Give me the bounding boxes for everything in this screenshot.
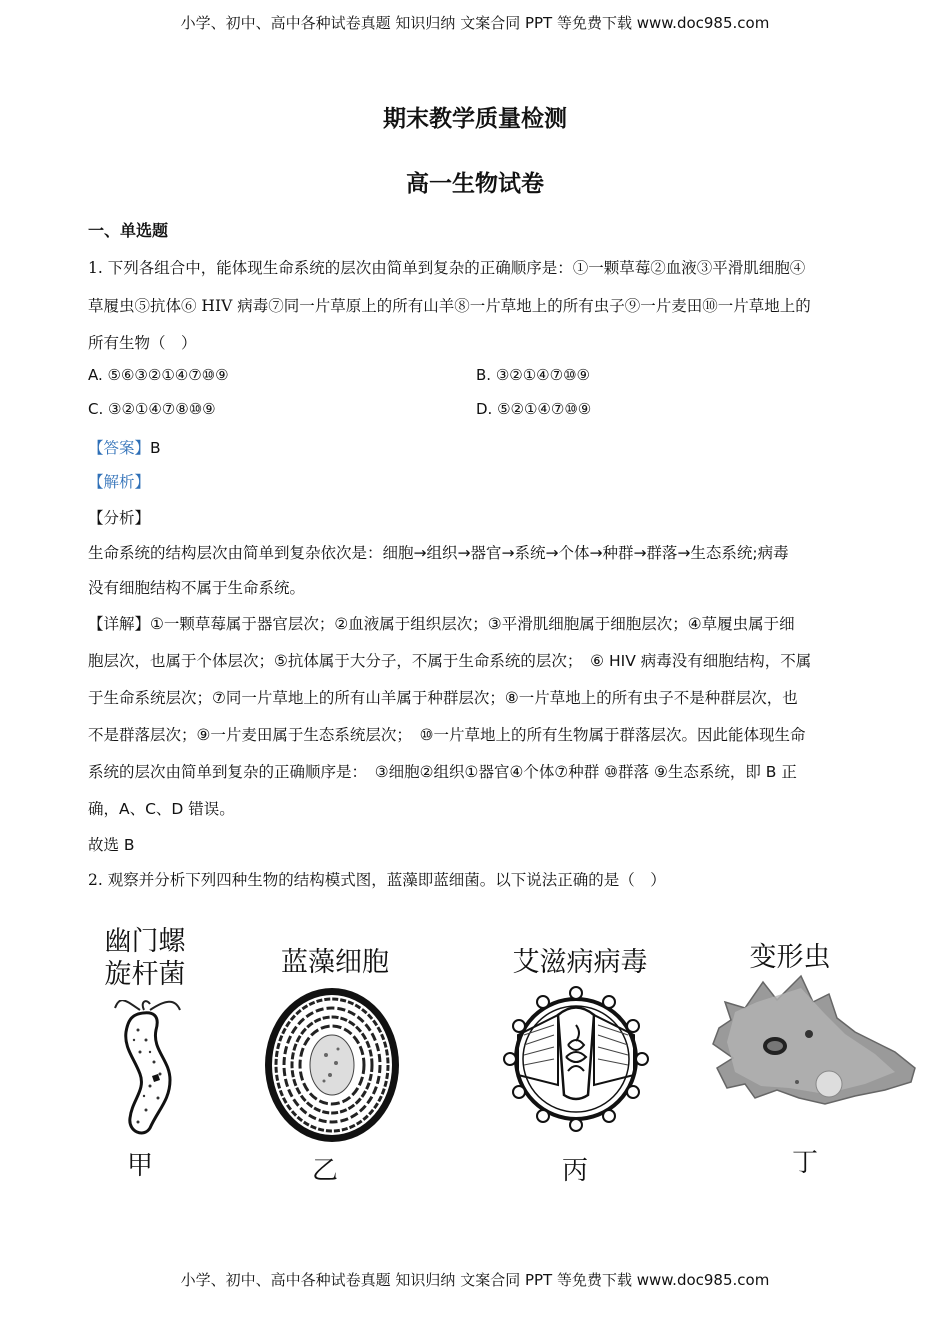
q1-option-b: B. ③②①④⑦⑩⑨	[476, 366, 590, 384]
page-title: 期末教学质量检测	[383, 106, 567, 132]
answer-tag: 【答案】	[88, 439, 151, 457]
q2-stem: 2. 观察并分析下列四种生物的结构模式图，蓝藻即蓝细菌。以下说法正确的是（ ）	[88, 871, 666, 889]
q1-fenxi-tag: 【分析】	[88, 509, 151, 527]
q1-jiexi-tag: 【解析】	[88, 473, 151, 491]
q1-fenxi-line-2: 没有细胞结构不属于生命系统。	[88, 579, 306, 597]
q1-option-c: C. ③②①④⑦⑧⑩⑨	[88, 400, 216, 418]
fig3-name: 艾滋病病毒	[512, 947, 648, 978]
fig2-label: 乙	[311, 1156, 338, 1186]
answer-value: B	[150, 439, 161, 457]
page-subtitle: 高一生物试卷	[406, 171, 544, 197]
q1-detail-line-6: 确，A、C、D 错误。	[88, 800, 235, 818]
q1-detail-line-1: 【详解】①一颗草莓属于器官层次；②血液属于组织层次；③平滑肌细胞属于细胞层次；④草履虫属于细	[88, 615, 795, 633]
q1-answer	[88, 436, 161, 458]
q1-option-a: A. ⑤⑥③②①④⑦⑩⑨	[88, 366, 229, 384]
fig4-name: 变形虫	[749, 942, 831, 973]
cyanobacterium-illustration	[262, 985, 402, 1145]
q1-stem-line-1: 1. 下列各组合中，能体现生命系统的层次由简单到复杂的正确顺序是：①一颗草莓②血液③平滑肌细胞④	[88, 259, 806, 277]
q1-stem-line-3: 所有生物（ ）	[88, 334, 197, 352]
q1-stem-line-2: 草履虫⑤抗体⑥ HIV 病毒⑦同一片草原上的所有山羊⑧一片草地上的所有虫子⑨一片麦田⑩一片草地上的	[88, 297, 811, 315]
fig2-name: 蓝藻细胞	[281, 947, 389, 978]
fig4-label: 丁	[791, 1148, 818, 1178]
hiv-illustration	[488, 985, 664, 1135]
q1-option-d: D. ⑤②①④⑦⑩⑨	[476, 400, 592, 418]
header-banner: 小学、初中、高中各种试卷真题 知识归纳 文案合同 PPT 等免费下载 www.doc985.com	[180, 14, 770, 32]
q1-conclusion: 故选 B	[88, 836, 135, 854]
q1-detail-line-5: 系统的层次由简单到复杂的正确顺序是： ③细胞②组织①器官④个体⑦种群 ⑩群落 ⑨生态系统，即 B 正	[88, 763, 797, 781]
q1-detail-line-4: 不是群落层次；⑨一片麦田属于生态系统层次； ⑩一片草地上的所有生物属于群落层次。因此能体现生命	[88, 726, 806, 744]
q1-fenxi-line-1: 生命系统的结构层次由简单到复杂依次是：细胞→组织→器官→系统→个体→种群→群落→生态系统;病毒	[88, 544, 789, 562]
h-pylori-illustration	[110, 1000, 190, 1140]
amoeba-illustration	[705, 972, 920, 1112]
q1-detail-line-3: 于生命系统层次；⑦同一片草地上的所有山羊属于种群层次；⑧一片草地上的所有虫子不是种群层次，也	[88, 689, 798, 707]
fig1-name	[95, 925, 195, 991]
footer-banner: 小学、初中、高中各种试卷真题 知识归纳 文案合同 PPT 等免费下载 www.doc985.com	[180, 1271, 770, 1289]
fig1-label: 甲	[126, 1151, 153, 1181]
section-heading: 一、单选题	[88, 221, 169, 240]
fig3-label: 丙	[561, 1156, 588, 1186]
q1-detail-line-2: 胞层次，也属于个体层次；⑤抗体属于大分子，不属于生命系统的层次； ⑥ HIV 病毒没有细胞结构，不属	[88, 652, 812, 670]
fig1-name-line-2: 旋杆菌	[104, 959, 186, 990]
fig1-name-line-1: 幽门螺	[104, 926, 186, 957]
